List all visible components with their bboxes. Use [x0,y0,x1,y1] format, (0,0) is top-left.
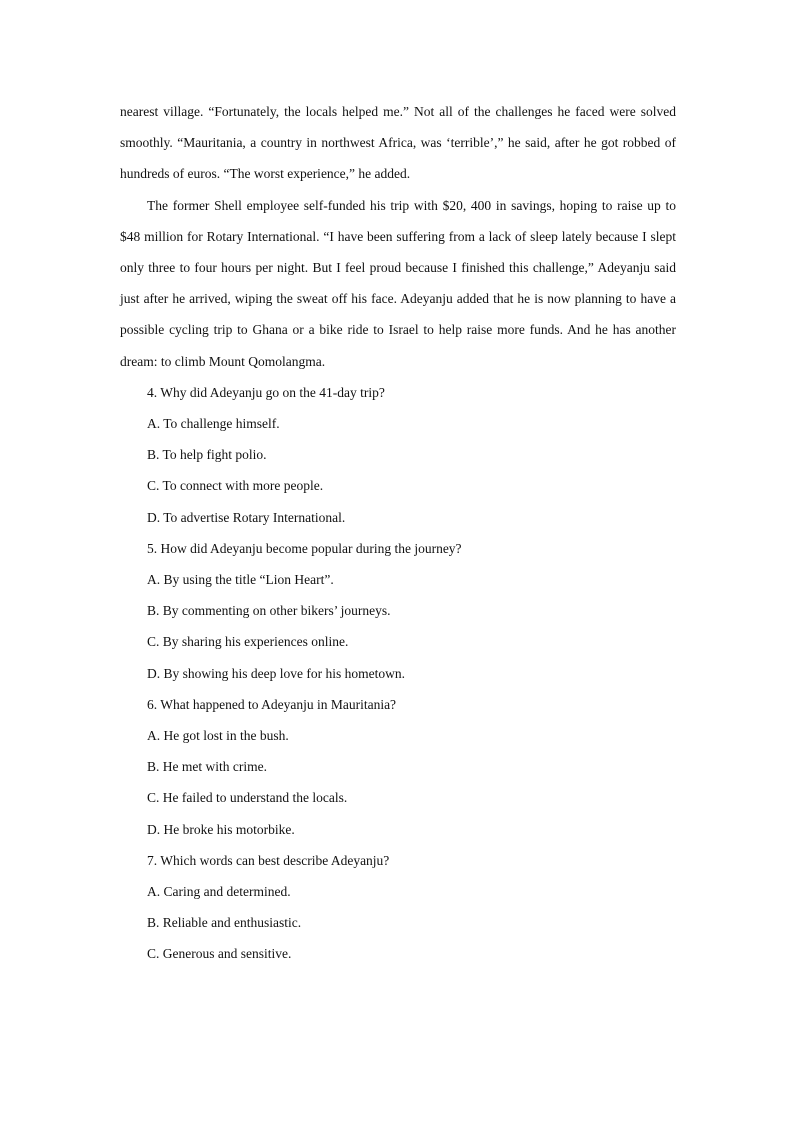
question-5 [120,533,676,689]
answer-option: C. By sharing his experiences online. [147,634,349,650]
answer-option: C. To connect with more people. [147,478,324,494]
answer-option: A. Caring and determined. [147,884,291,900]
answer-option: D. By showing his deep love for his hometown. [147,665,405,681]
question-stem: 7. Which words can best describe Adeyanju? [147,852,390,868]
question-stem: 6. What happened to Adeyanju in Mauritania? [147,696,397,712]
answer-option: A. To challenge himself. [147,416,280,432]
answer-option: B. Reliable and enthusiastic. [147,915,302,931]
answer-option: C. He failed to understand the locals. [147,790,348,806]
question-7 [120,845,676,970]
answer-option: D. To advertise Rotary International. [147,509,346,525]
question-stem: 4. Why did Adeyanju go on the 41-day trip? [147,384,385,400]
question-4 [120,377,676,533]
answer-option: B. He met with crime. [147,759,267,775]
answer-option: B. To help fight polio. [147,447,267,463]
answer-option: A. He got lost in the bush. [147,728,289,744]
answer-option: A. By using the title “Lion Heart”. [147,572,334,588]
question-6 [120,689,676,845]
passage-paragraph-2: The former Shell employee self-funded his trip with $20, 400 in savings, hoping to raise up to $48 million for Rotary International. “I have been suffering from a lack of sleep lately because I slept only three to four hours per night. But I feel proud because I finished this challenge,” Adeyanju said just after he arrived, wiping the sweat off his face. Adeyanju added that he is now planning to have a possible cycling trip to Ghana or a bike ride to Israel to help raise more funds. And he has another dream: to climb Mount Qomolangma. [120,197,676,369]
passage-paragraph-continued: nearest village. “Fortunately, the locals helped me.” Not all of the challenges he faced were solved smoothly. “Mauritania, a country in northwest Africa, was ‘terrible’,” he said, after he got robbed of hundreds of euros. “The worst experience,” he added. [120,104,676,182]
document-page [120,96,676,970]
answer-option: C. Generous and sensitive. [147,946,292,962]
answer-option: D. He broke his motorbike. [147,821,295,837]
answer-option: B. By commenting on other bikers’ journeys. [147,603,391,619]
question-stem: 5. How did Adeyanju become popular during the journey? [147,540,462,556]
